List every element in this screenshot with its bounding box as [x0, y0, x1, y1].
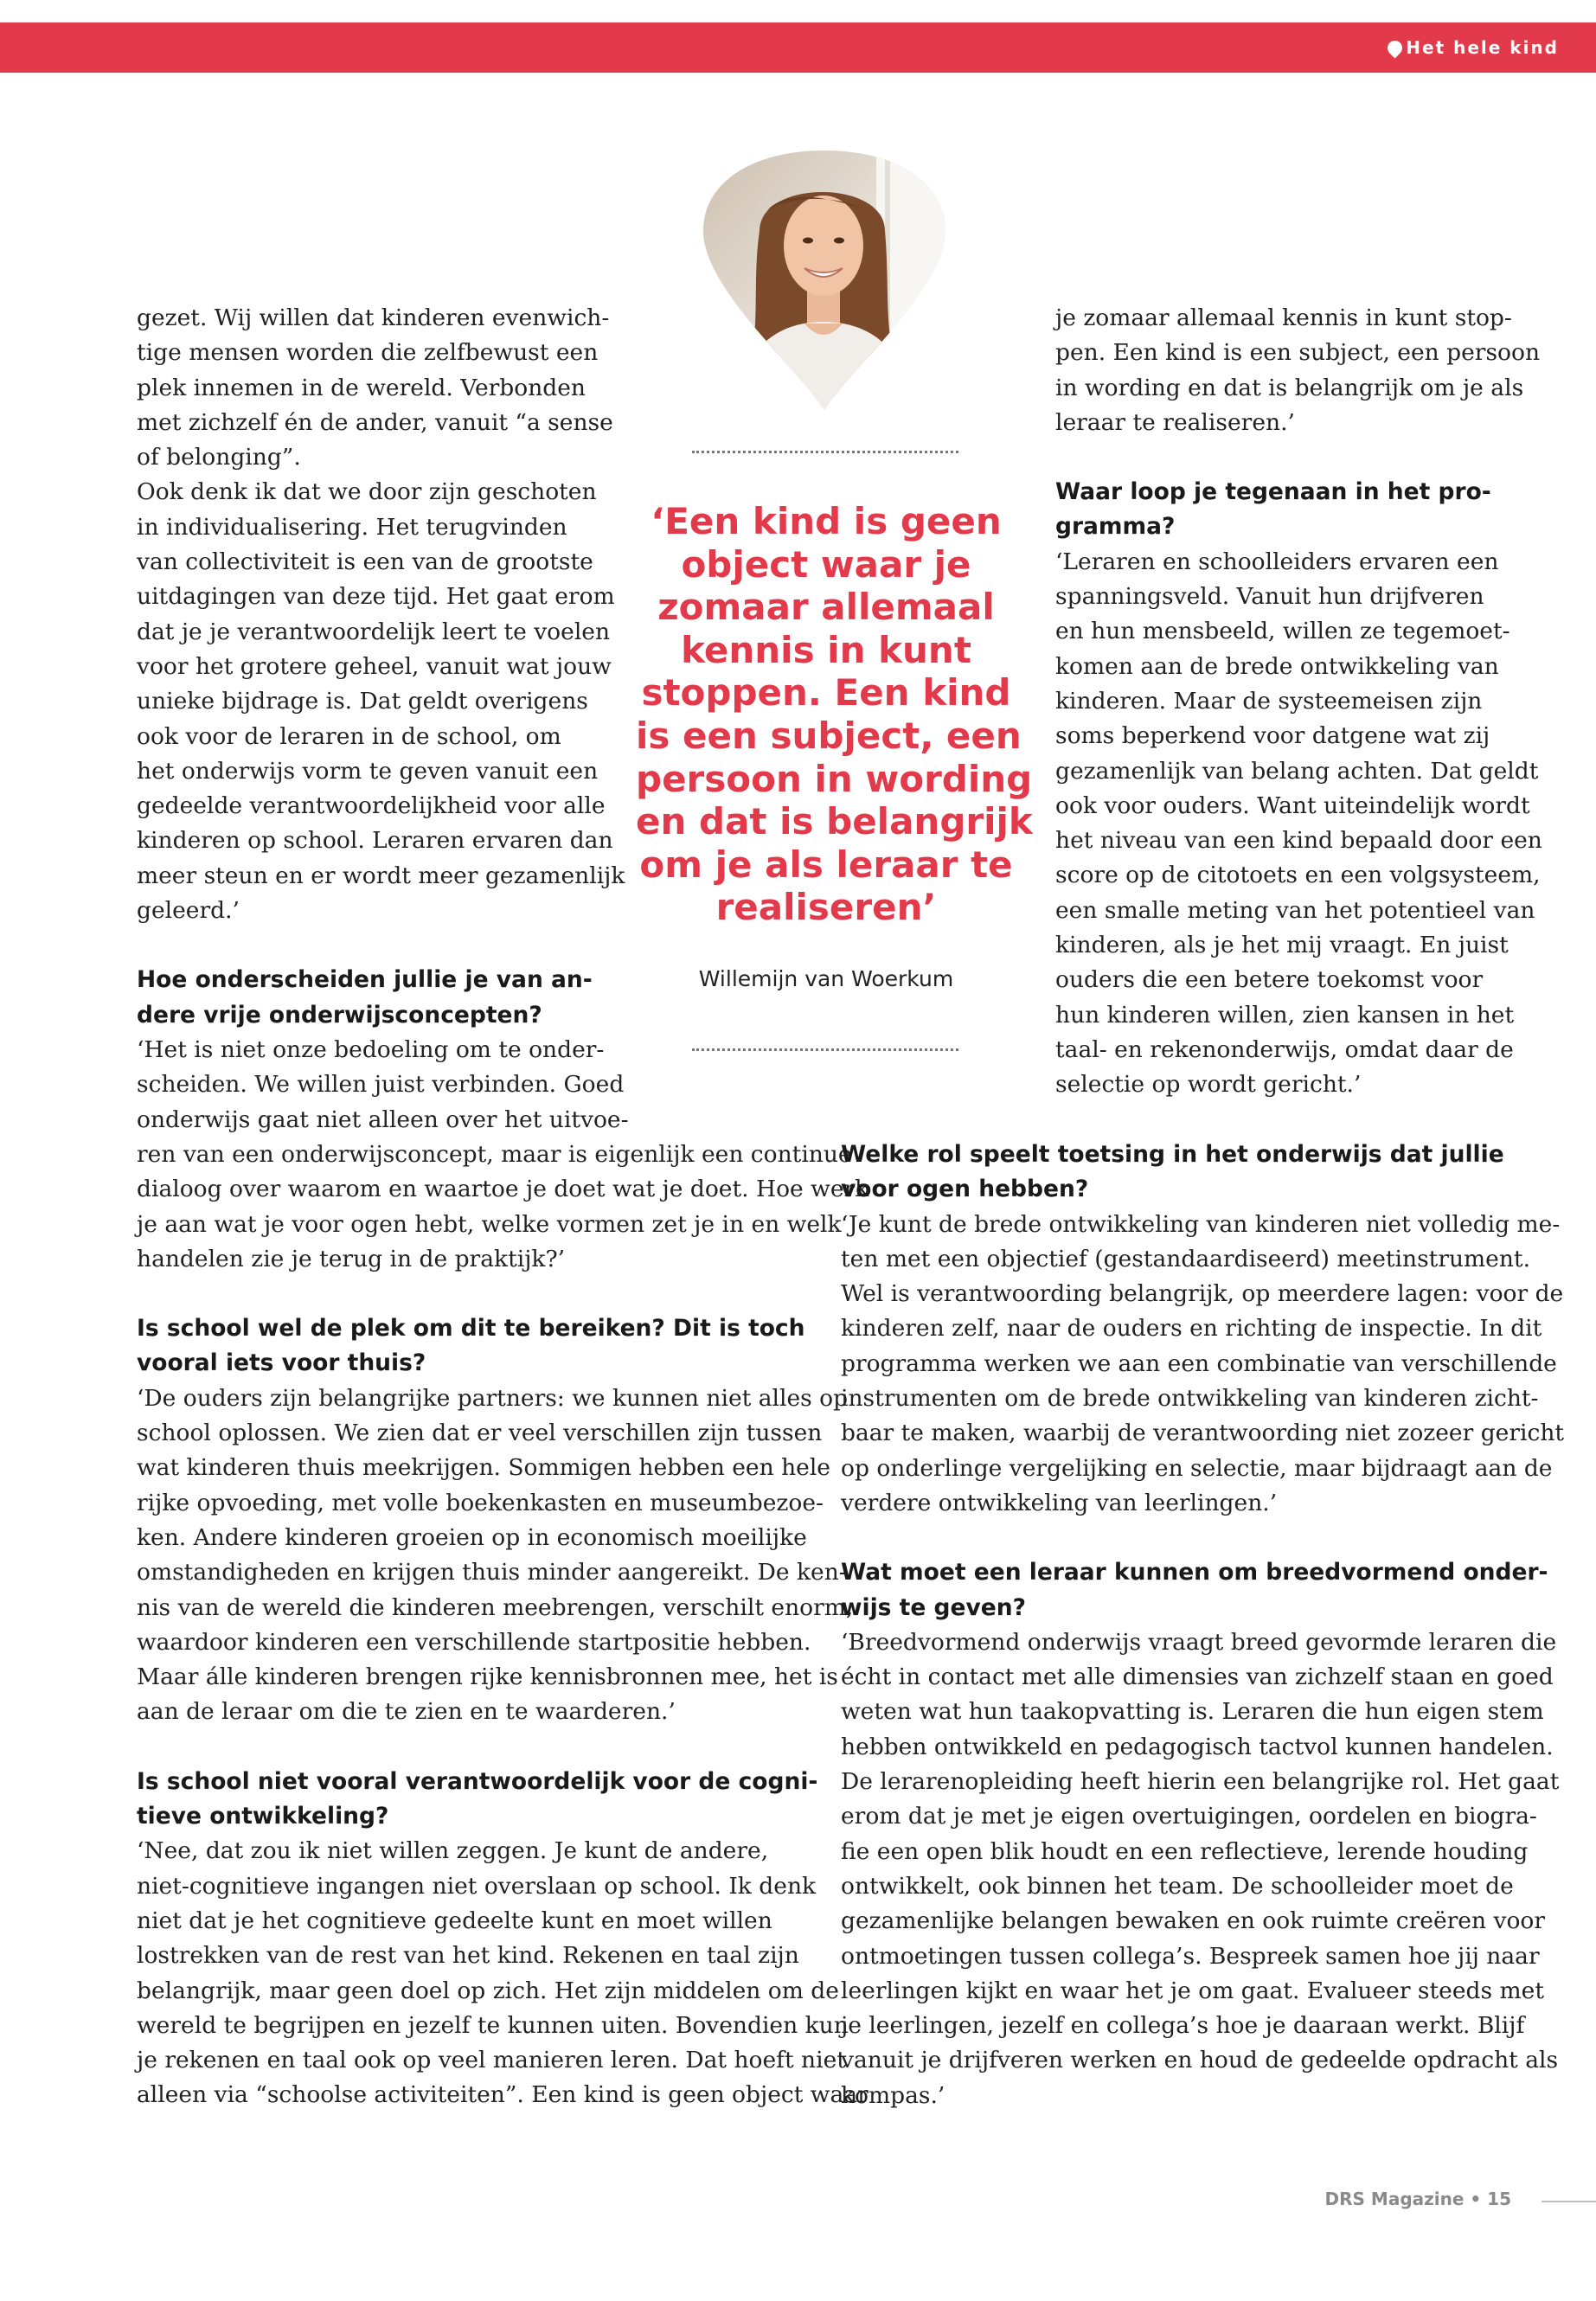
section-header-bar — [0, 22, 1596, 73]
section-title: Het hele kind — [1406, 37, 1559, 58]
text-line: je leerlingen, jezelf en collega’s hoe je daaraan werkt. Blijf — [841, 2012, 1525, 2040]
pull-quote-line: zomaar allemaal — [657, 586, 995, 629]
text-line: hun kinderen willen, zien kansen in het — [1055, 1001, 1515, 1029]
paragraph-gap — [1055, 440, 1542, 475]
text-line: kinderen op school. Leraren ervaren dan — [137, 827, 613, 855]
text-line: fie een open blik houdt en een reflectieve, lerende houding — [841, 1837, 1529, 1865]
text-line: gezet. Wij willen dat kinderen evenwich- — [137, 304, 610, 331]
text-line: ‘Leraren en schoolleiders ervaren een — [1055, 548, 1499, 575]
article-column-right-bottom — [841, 1138, 1564, 2113]
text-line: vanuit je drijfveren werken en houd de gedeelde opdracht als — [841, 2047, 1559, 2074]
text-line: plek innemen in de wereld. Verbonden — [137, 374, 586, 401]
text-line: gezamenlijk van belang achten. Dat geldt — [1055, 757, 1539, 785]
text-line: ouders die een betere toekomst voor — [1055, 966, 1484, 994]
text-line: dat je je verantwoordelijk leert te voelen — [137, 618, 611, 645]
text-line: kompas.’ — [841, 2081, 945, 2109]
paragraph-gap — [137, 928, 629, 963]
text-line: geleerd.’ — [137, 897, 240, 925]
text-line: leerlingen kijkt en waar het je om gaat. Evalueer steeds met — [841, 1977, 1544, 2004]
interview-question: Is school wel de plek om dit te bereiken? Dit is toch — [137, 1315, 805, 1343]
text-line: waardoor kinderen een verschillende startpositie hebben. — [137, 1628, 811, 1656]
location-pin-icon — [1385, 37, 1406, 58]
text-line: belangrijk, maar geen doel op zich. Het zijn middelen om de — [137, 1977, 839, 2004]
text-line: wat kinderen thuis meekrijgen. Sommigen hebben een hele — [137, 1454, 830, 1482]
pull-quote-line: realiseren’ — [715, 886, 937, 929]
interview-question: Wat moet een leraar kunnen om breedvormend onder- — [841, 1559, 1548, 1586]
text-line: tige mensen worden die zelfbewust een — [137, 339, 599, 367]
text-line: weten wat hun taakopvatting is. Leraren die hun eigen stem — [841, 1698, 1544, 1726]
text-line: onderwijs gaat niet alleen over het uitvoe- — [137, 1106, 629, 1133]
interview-question: Waar loop je tegenaan in het pro- — [1055, 478, 1491, 506]
text-line: op onderlinge vergelijking en selectie, maar bijdraagt aan de — [841, 1454, 1553, 1482]
text-line: De lerarenopleiding heeft hierin een belangrijke rol. Het gaat — [841, 1768, 1560, 1796]
pull-quote-line: ‘Een kind is geen — [651, 500, 1002, 542]
text-line: ‘Breedvormend onderwijs vraagt breed gevormde leraren die — [841, 1628, 1557, 1656]
text-line: het niveau van een kind bepaald door een — [1055, 827, 1542, 855]
text-line: alleen via “schoolse activiteiten”. Een kind is geen object waar — [137, 2081, 869, 2109]
interview-question: dere vrije onderwijsconcepten? — [137, 1001, 542, 1029]
text-line: van collectiviteit is een van de grootste — [137, 548, 593, 576]
text-line: unieke bijdrage is. Dat geldt overigens — [137, 688, 588, 715]
text-line: handelen zie je terug in de praktijk?’ — [137, 1245, 566, 1272]
interview-question: Welke rol speelt toetsing in het onderwijs dat jullie — [841, 1141, 1504, 1168]
text-line: ‘Nee, dat zou ik niet willen zeggen. Je kunt de andere, — [137, 1837, 769, 1865]
text-line: écht in contact met alle dimensies van zichzelf staan en goed — [841, 1663, 1554, 1691]
paragraph-gap — [137, 1277, 869, 1311]
page-number: 15 — [1487, 2189, 1511, 2209]
text-line: ‘Het is niet onze bedoeling om te onder- — [137, 1035, 605, 1063]
text-line: komen aan de brede ontwikkeling van — [1055, 652, 1499, 680]
text-line: ook voor ouders. Want uiteindelijk wordt — [1055, 792, 1530, 819]
text-line: programma werken we aan een combinatie van verschillende — [841, 1349, 1557, 1377]
pull-quote-line: object waar je — [681, 542, 971, 586]
pull-quote-line: kennis in kunt — [681, 628, 971, 671]
text-line: gedeelde verantwoordelijkheid voor alle — [137, 792, 606, 820]
text-line: je rekenen en taal ook op veel manieren leren. Dat hoeft niet — [137, 2047, 846, 2074]
text-line: ontmoetingen tussen collega’s. Bespreek samen hoe jij naar — [841, 1942, 1540, 1970]
interview-question: Is school niet vooral verantwoordelijk voor de cogni- — [137, 1767, 818, 1795]
text-line: erom dat je met je eigen overtuigingen, oordelen en biogra- — [841, 1803, 1537, 1830]
text-line: aan de leraar om die te zien en te waarderen.’ — [137, 1698, 676, 1726]
text-line: rijke opvoeding, met volle boekenkasten en museumbezoe- — [137, 1489, 824, 1516]
text-line: niet-cognitieve ingangen niet overslaan op school. Ik denk — [137, 1872, 817, 1900]
text-line: in individualisering. Het terugvinden — [137, 513, 567, 541]
portrait-photo — [699, 149, 950, 413]
quote-divider-bottom — [692, 1048, 958, 1051]
interview-question: gramma? — [1055, 513, 1176, 541]
text-line: spanningsveld. Vanuit hun drijfveren — [1055, 583, 1484, 611]
section-tag — [1388, 37, 1559, 58]
text-line: ten met een objectief (gestandaardiseerd) meetinstrument. — [841, 1245, 1531, 1272]
pull-quote-line: stoppen. Een kind — [641, 671, 1011, 715]
text-line: score op de citotoets en een volgsysteem, — [1055, 862, 1541, 889]
text-line: kinderen. Maar de systeemeisen zijn — [1055, 687, 1483, 715]
text-line: je aan wat je voor ogen hebt, welke vormen zet je in en welk — [137, 1210, 842, 1238]
text-line: je zomaar allemaal kennis in kunt stop- — [1055, 304, 1512, 331]
article-column-right-top — [1055, 301, 1542, 1103]
text-line: in wording en dat is belangrijk om je als — [1055, 374, 1524, 401]
text-line: Wel is verantwoording belangrijk, op meerdere lagen: voor de — [841, 1280, 1564, 1308]
text-line: met zichzelf én de ander, vanuit “a sense — [137, 408, 613, 436]
text-line: gezamenlijke belangen bewaken en ook ruimte creëren voor — [841, 1907, 1546, 1935]
text-line: leraar te realiseren.’ — [1055, 408, 1295, 436]
text-line: het onderwijs vorm te geven vanuit een — [137, 757, 599, 785]
text-line: uitdagingen van deze tijd. Het gaat erom — [137, 583, 615, 611]
footer-rule — [1542, 2201, 1596, 2202]
text-line: omstandigheden en krijgen thuis minder aangereikt. De ken- — [137, 1559, 847, 1586]
text-line: dialoog over waarom en waartoe je doet wat je doet. Hoe werk — [137, 1176, 869, 1203]
text-line: hebben ontwikkeld en pedagogisch tactvol kunnen handelen. — [841, 1733, 1554, 1760]
text-line: instrumenten om de brede ontwikkeling van kinderen zicht- — [841, 1385, 1539, 1413]
text-line: ook voor de leraren in de school, om — [137, 722, 561, 750]
interview-question: voor ogen hebben? — [841, 1176, 1089, 1203]
footer-bullet: • — [1470, 2189, 1488, 2209]
text-line: en hun mensbeeld, willen ze tegemoet- — [1055, 618, 1510, 645]
text-line: lostrekken van de rest van het kind. Rekenen en taal zijn — [137, 1942, 799, 1970]
text-line: selectie op wordt gericht.’ — [1055, 1071, 1362, 1099]
text-line: baar te maken, waarbij de verantwoording niet zozeer gericht — [841, 1420, 1565, 1447]
text-line: pen. Een kind is een subject, een persoon — [1055, 339, 1541, 367]
article-column-left-bottom — [137, 1138, 869, 2113]
text-line: of belonging”. — [137, 444, 301, 471]
text-line: kinderen, als je het mij vraagt. En juist — [1055, 932, 1509, 959]
text-line: niet dat je het cognitieve gedeelte kunt en moet willen — [137, 1907, 772, 1934]
text-line: een smalle meting van het potentieel van — [1055, 896, 1535, 924]
text-line: school oplossen. We zien dat er veel verschillen zijn tussen — [137, 1420, 823, 1447]
text-line: scheiden. We willen juist verbinden. Goed — [137, 1071, 625, 1099]
text-line: soms beperkend voor datgene wat zij — [1055, 722, 1490, 750]
text-line: ken. Andere kinderen groeien op in economisch moeilijke — [137, 1523, 807, 1551]
text-line: nis van de wereld die kinderen meebrengen, verschilt enorm, — [137, 1593, 854, 1621]
interview-question: Hoe onderscheiden jullie je van an- — [137, 966, 593, 994]
text-line: ontwikkelt, ook binnen het team. De schoolleider moet de — [841, 1872, 1514, 1900]
quote-author: Willemijn van Woerkum — [698, 966, 954, 991]
interview-question: tieve ontwikkeling? — [137, 1803, 389, 1830]
text-line: ‘De ouders zijn belangrijke partners: we kunnen niet alles op — [137, 1384, 849, 1412]
text-line: taal- en rekenonderwijs, omdat daar de — [1055, 1035, 1514, 1063]
paragraph-gap — [841, 1521, 1564, 1555]
text-line: kinderen zelf, naar de ouders en richting de inspectie. In dit — [841, 1315, 1542, 1343]
pull-quote-line: is een subject, een — [636, 714, 1022, 757]
pull-quote-line: en dat is belangrijk — [636, 800, 1033, 843]
article-column-left-top — [137, 301, 629, 1138]
pull-quote-line: om je als leraar te — [639, 843, 1013, 886]
quote-divider-top — [692, 451, 958, 453]
pull-quote — [636, 500, 1033, 929]
text-line: wereld te begrijpen en jezelf te kunnen uiten. Bovendien kun — [137, 2011, 849, 2039]
text-line: verdere ontwikkeling van leerlingen.’ — [841, 1489, 1278, 1516]
text-line: Maar álle kinderen brengen rijke kennisbronnen mee, het is — [137, 1663, 838, 1691]
text-line: ‘Je kunt de brede ontwikkeling van kinderen niet volledig me- — [841, 1210, 1561, 1238]
interview-question: wijs te geven? — [841, 1593, 1026, 1621]
paragraph-gap — [137, 1730, 869, 1765]
text-line: ren van een onderwijsconcept, maar is eigenlijk een continue — [137, 1141, 852, 1168]
interview-question: vooral iets voor thuis? — [137, 1349, 426, 1377]
text-line: meer steun en er wordt meer gezamenlijk — [137, 862, 625, 889]
pull-quote-line: persoon in wording — [636, 757, 1033, 800]
magazine-name: DRS Magazine — [1324, 2189, 1465, 2209]
text-line: Ook denk ik dat we door zijn geschoten — [137, 478, 597, 506]
page-footer — [1325, 2189, 1511, 2209]
text-line: voor het grotere geheel, vanuit wat jouw — [137, 652, 612, 680]
